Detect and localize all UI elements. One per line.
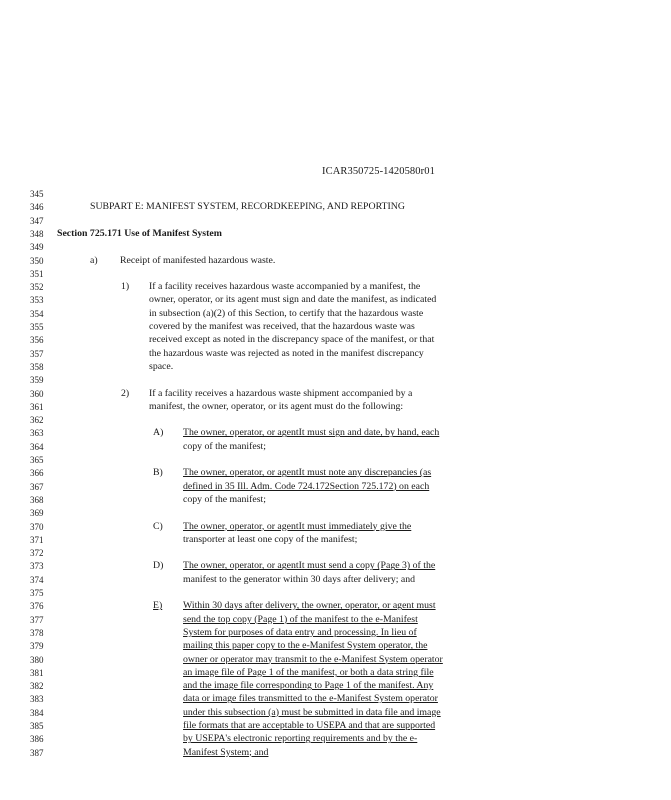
line-number: 363 — [30, 428, 44, 439]
line-number: 371 — [30, 534, 44, 545]
line-text: file formats that are acceptable to USEPA and that are supported — [183, 720, 436, 731]
line-text: The owner, operator, or agentIt must immediately give the — [183, 520, 412, 532]
line-text: copy of the manifest; — [183, 493, 266, 505]
list-marker: D) — [153, 560, 164, 572]
line-number: 355 — [30, 322, 44, 332]
text-line — [0, 228, 671, 240]
line-number: 352 — [30, 282, 44, 293]
text-line — [0, 294, 671, 306]
text-line — [0, 667, 671, 679]
line-text: If a facility receives hazardous waste accompanied by a manifest, the — [149, 281, 421, 293]
text-line — [0, 640, 671, 652]
text-line — [0, 494, 671, 506]
line-text: The owner, operator, or agentIt must send a copy (Page 3) of the — [183, 560, 436, 572]
line-number: 361 — [30, 401, 44, 412]
line-text: owner, operator, or its agent must sign and date the manifest, as indicated — [149, 294, 437, 306]
text-line — [0, 414, 671, 426]
line-number: 374 — [30, 574, 44, 585]
line-text: by USEPA's electronic reporting requirements and by the e- — [183, 733, 418, 745]
line-number: 380 — [30, 654, 44, 665]
line-number: 347 — [30, 215, 44, 226]
text-line — [0, 521, 671, 533]
line-number: 366 — [30, 468, 44, 479]
line-number: 370 — [30, 521, 44, 532]
list-marker: B) — [153, 467, 163, 479]
line-number: 351 — [30, 268, 44, 279]
text-line — [0, 308, 671, 320]
line-number: 386 — [30, 734, 44, 745]
line-number: 346 — [30, 202, 44, 213]
line-text: the hazardous waste was rejected as noted in the manifest discrepancy — [149, 347, 424, 359]
line-number: 350 — [30, 255, 44, 266]
line-text: If a facility receives a hazardous waste shipment accompanied by a — [149, 387, 413, 399]
line-text: SUBPART E: MANIFEST SYSTEM, RECORDKEEPING, AND REPORTING — [90, 201, 405, 213]
line-number: 356 — [30, 335, 44, 346]
line-text: Receipt of manifested hazardous waste. — [120, 254, 276, 266]
line-number: 384 — [30, 707, 44, 718]
list-marker: a) — [90, 254, 98, 266]
text-line — [0, 534, 671, 546]
line-text: Within 30 days after delivery, the owner, operator, or agent must — [183, 600, 436, 612]
line-text: copy of the manifest; — [183, 440, 266, 452]
text-line — [0, 388, 671, 400]
line-number: 378 — [30, 627, 44, 638]
line-number: 368 — [30, 494, 44, 505]
text-line — [0, 680, 671, 692]
line-text: covered by the manifest was received, that the hazardous waste was — [149, 321, 415, 332]
text-line — [0, 574, 671, 586]
text-line — [0, 321, 671, 333]
line-text: data or image files transmitted to the e-Manifest System operator — [183, 693, 438, 705]
text-line — [0, 374, 671, 386]
line-text: System for purposes of data entry and processing. In lieu of — [183, 626, 417, 638]
line-number: 364 — [30, 441, 44, 452]
text-line — [0, 201, 671, 213]
line-number: 360 — [30, 388, 44, 399]
text-line — [0, 281, 671, 293]
line-number: 348 — [30, 228, 44, 239]
line-text: in subsection (a)(2) of this Section, to certify that the hazardous waste — [149, 307, 424, 319]
text-line — [0, 454, 671, 466]
line-number: 379 — [30, 641, 44, 652]
line-number: 365 — [30, 455, 44, 465]
text-line — [0, 255, 671, 267]
line-text: The owner, operator, or agentIt must note any discrepancies (as — [183, 467, 432, 479]
line-number: 387 — [30, 747, 44, 758]
line-number: 357 — [30, 348, 44, 359]
list-marker: C) — [153, 520, 163, 532]
text-line — [0, 467, 671, 479]
line-number: 383 — [30, 694, 44, 705]
line-number: 377 — [30, 614, 44, 625]
line-text: manifest to the generator within 30 days after delivery; and — [183, 573, 416, 585]
line-number: 375 — [30, 588, 44, 598]
line-number: 358 — [30, 361, 44, 372]
line-number: 369 — [30, 508, 44, 519]
text-line — [0, 507, 671, 519]
line-text: The owner, operator, or agentIt must sign and date, by hand, each — [183, 427, 440, 439]
text-line — [0, 627, 671, 639]
list-marker: 1) — [121, 281, 130, 293]
text-line — [0, 560, 671, 572]
text-line — [0, 427, 671, 439]
text-line — [0, 654, 671, 666]
line-text: space. — [149, 360, 174, 372]
line-text: owner or operator may transmit to the e-Manifest System operator — [183, 653, 443, 665]
line-text: Section 725.171 Use of Manifest System — [57, 227, 222, 239]
line-number: 359 — [30, 375, 44, 386]
text-line — [0, 334, 671, 346]
line-text: received except as noted in the discrepancy space of the manifest, or that — [149, 334, 435, 346]
text-line — [0, 707, 671, 719]
text-line — [0, 241, 671, 253]
text-line — [0, 547, 671, 559]
text-line — [0, 587, 671, 599]
line-number: 354 — [30, 308, 44, 319]
text-line — [0, 693, 671, 705]
text-line — [0, 348, 671, 360]
text-line — [0, 441, 671, 453]
text-line — [0, 481, 671, 493]
text-line — [0, 188, 671, 200]
text-line — [0, 268, 671, 280]
line-text: transporter at least one copy of the manifest; — [183, 533, 358, 545]
document-id: ICAR350725-1420580r01 — [322, 166, 435, 177]
line-number: 385 — [30, 721, 44, 731]
line-text: send the top copy (Page 1) of the manifest to the e-Manifest — [183, 613, 418, 625]
line-number: 362 — [30, 415, 44, 426]
list-marker: E) — [153, 600, 163, 612]
line-text: defined in 35 Ill. Adm. Code 724.172Section 725.172) on each — [183, 480, 430, 492]
line-number: 349 — [30, 242, 44, 253]
line-text: Manifest System; and — [183, 746, 269, 758]
line-number: 367 — [30, 481, 44, 492]
line-text: under this subsection (a) must be submitted in data file and image — [183, 706, 441, 718]
line-number: 373 — [30, 561, 44, 572]
line-text: an image file of Page 1 of the manifest, or both a data string file — [183, 666, 434, 678]
line-text: and the image file corresponding to Page 1 of the manifest. Any — [183, 680, 434, 692]
text-line — [0, 361, 671, 373]
line-number: 381 — [30, 667, 44, 678]
line-number: 353 — [30, 295, 44, 306]
line-text: mailing this paper copy to the e-Manifest System operator, the — [183, 640, 428, 652]
list-marker: 2) — [121, 387, 130, 399]
text-line — [0, 733, 671, 745]
text-line — [0, 720, 671, 732]
text-line — [0, 401, 671, 413]
text-line — [0, 614, 671, 626]
line-number: 345 — [30, 189, 44, 199]
line-number: 382 — [30, 681, 44, 692]
line-number: 376 — [30, 601, 44, 612]
text-line — [0, 215, 671, 227]
line-text: manifest, the owner, operator, or its agent must do the following: — [149, 400, 404, 412]
text-line — [0, 600, 671, 612]
list-marker: A) — [153, 427, 164, 439]
text-line — [0, 747, 671, 759]
line-number: 372 — [30, 548, 44, 559]
